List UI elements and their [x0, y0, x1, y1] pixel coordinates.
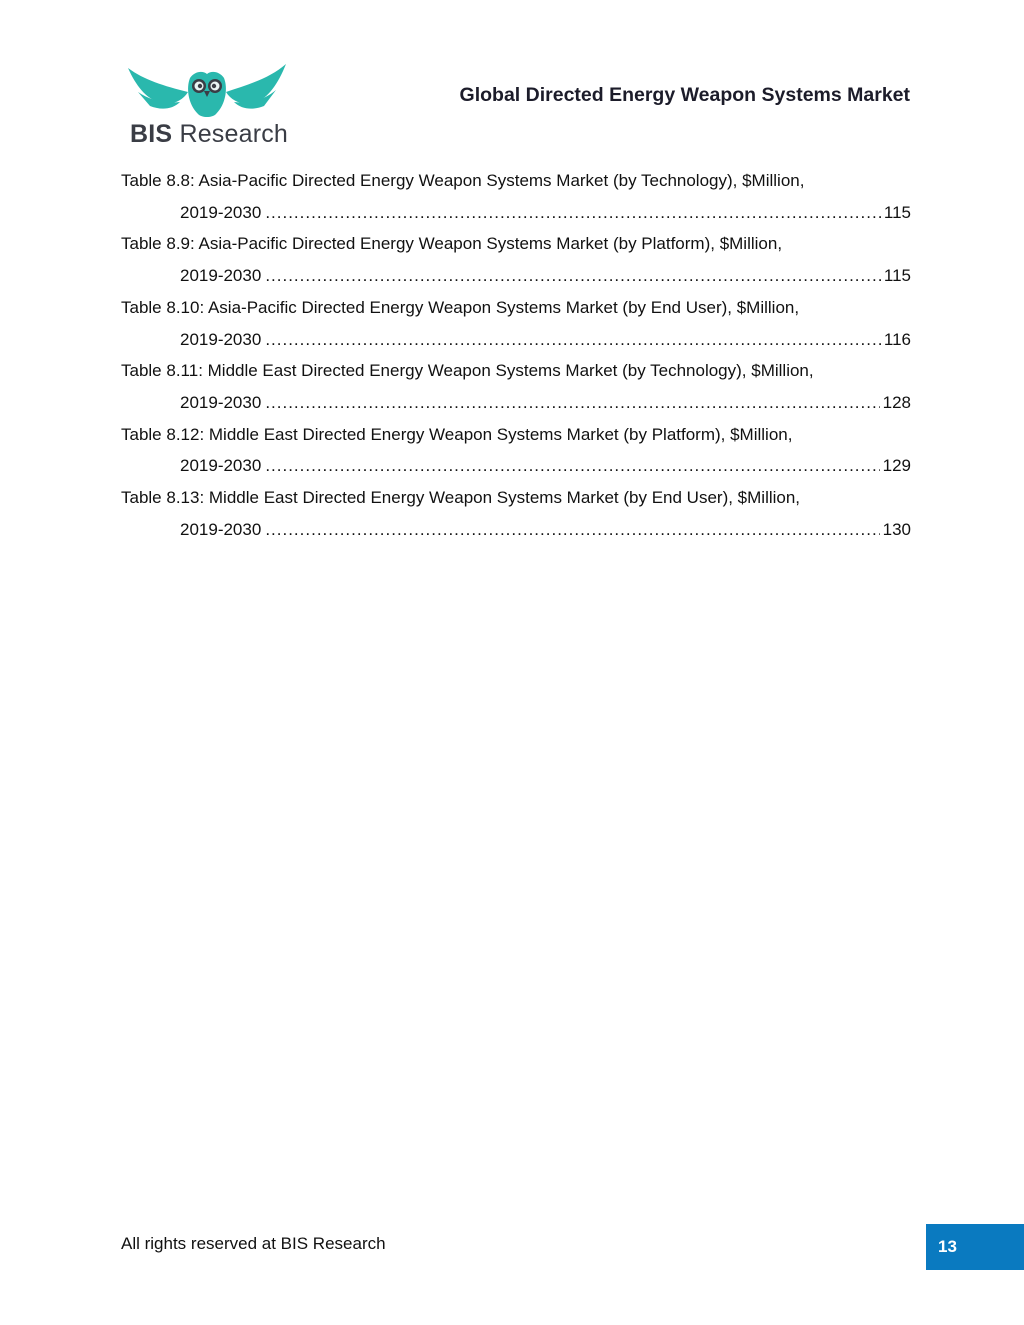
- toc-caption: Table 8.8: Asia-Pacific Directed Energy Weapon Systems Market (by Technology), $Million,: [121, 171, 805, 190]
- toc-leader-dots: [265, 514, 879, 546]
- toc-caption: Table 8.12: Middle East Directed Energy Weapon Systems Market (by Platform), $Million,: [121, 424, 793, 444]
- toc-years: 2019-2030: [180, 519, 262, 539]
- page-number: 13: [938, 1237, 957, 1256]
- toc-page-number: 115: [883, 202, 911, 222]
- page-number-badge: [926, 1224, 1024, 1270]
- toc-entry[interactable]: [121, 228, 911, 291]
- toc-caption: Table 8.9: Asia-Pacific Directed Energy Weapon Systems Market (by Platform), $Million,: [121, 234, 783, 254]
- logo-wordmark: BIS Research: [130, 120, 289, 148]
- toc-caption: Table 8.11: Middle East Directed Energy Weapon Systems Market (by Technology), $Million,: [121, 361, 814, 381]
- toc-years: 2019-2030: [180, 392, 262, 412]
- toc-leader-dots: [265, 450, 879, 482]
- toc-entry[interactable]: [121, 355, 911, 418]
- toc-page-number: 130: [882, 519, 911, 539]
- report-title: Global Directed Energy Weapon Systems Market: [459, 84, 910, 106]
- toc-years: 2019-2030: [180, 266, 262, 286]
- toc-caption: Table 8.13: Middle East Directed Energy Weapon Systems Market (by End User), $Million,: [121, 488, 801, 508]
- toc-page-number: 129: [882, 456, 911, 476]
- toc-entry[interactable]: [121, 165, 911, 228]
- toc-leader-dots: [265, 197, 881, 229]
- table-of-contents: [121, 165, 911, 545]
- bis-research-logo: [124, 62, 290, 152]
- toc-years: 2019-2030: [180, 202, 262, 222]
- toc-page-number: 128: [882, 392, 911, 412]
- toc-entry[interactable]: [121, 419, 911, 482]
- toc-leader-dots: [265, 260, 881, 292]
- owl-logo-icon: [124, 62, 290, 122]
- toc-page-number: 115: [883, 266, 911, 286]
- toc-years: 2019-2030: [180, 456, 262, 476]
- toc-leader-dots: [265, 324, 881, 356]
- toc-years: 2019-2030: [180, 329, 262, 349]
- footer-rights-text: All rights reserved at BIS Research: [121, 1234, 386, 1253]
- toc-entry[interactable]: [121, 482, 911, 545]
- toc-leader-dots: [265, 387, 879, 419]
- toc-caption: Table 8.10: Asia-Pacific Directed Energy Weapon Systems Market (by End User), $Million,: [121, 297, 800, 317]
- toc-page-number: 116: [883, 329, 911, 349]
- toc-entry[interactable]: [121, 292, 911, 355]
